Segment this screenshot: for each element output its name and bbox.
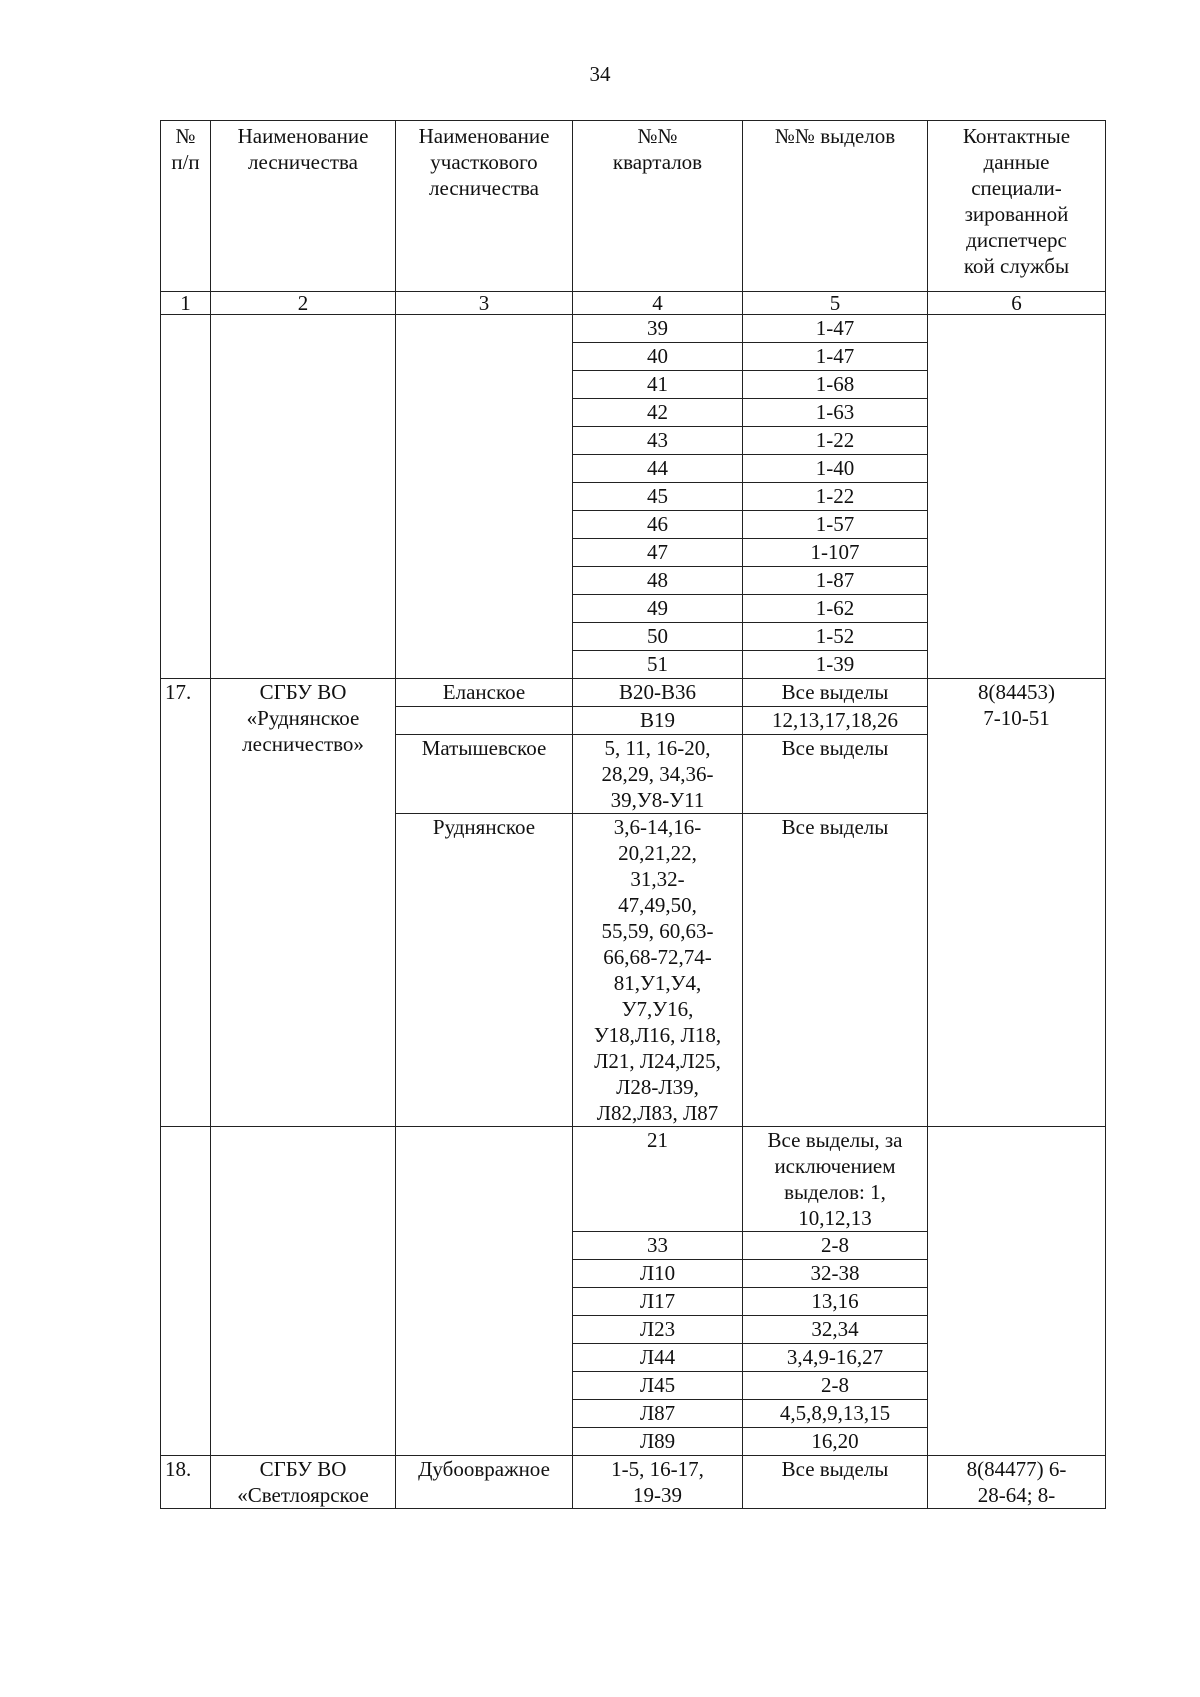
district-cell: [396, 315, 573, 679]
sections-cell: Все выделы, за исключением выделов: 1, 10,12,13: [743, 1127, 928, 1232]
column-number: 6: [928, 292, 1106, 315]
district-name: Еланское: [396, 679, 573, 707]
sections-cell: 32-38: [743, 1260, 928, 1288]
sections-cell: 4,5,8,9,13,15: [743, 1400, 928, 1428]
quarter-cell: Л89: [573, 1428, 743, 1456]
sections-cell: Все выделы: [743, 679, 928, 707]
sections-cell: 1-62: [743, 595, 928, 623]
sections-cell: 12,13,17,18,26: [743, 707, 928, 735]
sections-cell: 1-63: [743, 399, 928, 427]
sections-cell: 1-52: [743, 623, 928, 651]
quarter-cell: Л87: [573, 1400, 743, 1428]
sections-cell: 13,16: [743, 1288, 928, 1316]
quarter-cell: 44: [573, 455, 743, 483]
forestry-cell: [211, 1127, 396, 1456]
sections-cell: Все выделы: [743, 735, 928, 814]
quarter-cell: Л10: [573, 1260, 743, 1288]
forestry-table: [160, 120, 1106, 1509]
forestry-name: СГБУ ВО «Руднянское лесничество»: [211, 679, 396, 1127]
district-name: Дубоовражное: [396, 1456, 573, 1509]
sections-cell: Все выделы: [743, 1456, 928, 1509]
quarter-cell: 46: [573, 511, 743, 539]
quarter-cell: В19: [573, 707, 743, 735]
sections-cell: 32,34: [743, 1316, 928, 1344]
column-number-row: [161, 292, 1106, 315]
quarter-cell: Л45: [573, 1372, 743, 1400]
quarter-cell: 42: [573, 399, 743, 427]
header-num: № п/п: [161, 121, 211, 292]
sections-cell: 16,20: [743, 1428, 928, 1456]
header-sections: №№ выделов: [743, 121, 928, 292]
sections-cell: 1-57: [743, 511, 928, 539]
contact-cell: [928, 315, 1106, 679]
quarter-cell: 41: [573, 371, 743, 399]
sections-cell: 1-107: [743, 539, 928, 567]
quarter-cell: 50: [573, 623, 743, 651]
column-number: 4: [573, 292, 743, 315]
sections-cell: 1-87: [743, 567, 928, 595]
quarter-cell: 3,6-14,16- 20,21,22, 31,32- 47,49,50, 55,59, 60,63- 66,68-72,74- 81,У1,У4, У7,У16, У18,Л16, Л18, Л21, Л24,Л25, Л28-Л39, Л82,Л83, Л87: [573, 814, 743, 1127]
column-number: 3: [396, 292, 573, 315]
quarter-cell: 33: [573, 1232, 743, 1260]
contact-cell: 8(84477) 6- 28-64; 8-: [928, 1456, 1106, 1509]
header-contacts: Контактные данные специали- зированной диспетчерс кой службы: [928, 121, 1106, 292]
quarter-cell: 1-5, 16-17, 19-39: [573, 1456, 743, 1509]
quarter-cell: 48: [573, 567, 743, 595]
sections-cell: 1-22: [743, 483, 928, 511]
page-number: 34: [589, 62, 611, 86]
sections-cell: 1-39: [743, 651, 928, 679]
row-num-cell: [161, 315, 211, 679]
row-num-cell: 17.: [161, 679, 211, 1127]
sections-cell: 3,4,9-16,27: [743, 1344, 928, 1372]
header-district: Наименование участкового лесничества: [396, 121, 573, 292]
quarter-cell: 40: [573, 343, 743, 371]
district-name: [396, 707, 573, 735]
row-num-cell: 18.: [161, 1456, 211, 1509]
quarter-cell: 21: [573, 1127, 743, 1232]
district-cell: [396, 1127, 573, 1456]
table-row: [161, 1127, 1106, 1232]
quarter-cell: 47: [573, 539, 743, 567]
sections-cell: 2-8: [743, 1232, 928, 1260]
sections-cell: 1-40: [743, 455, 928, 483]
sections-cell: 1-47: [743, 315, 928, 343]
header-row: [161, 121, 1106, 292]
column-number: 2: [211, 292, 396, 315]
header-forestry: Наименование лесничества: [211, 121, 396, 292]
quarter-cell: 45: [573, 483, 743, 511]
forestry-cell: [211, 315, 396, 679]
sections-cell: 1-47: [743, 343, 928, 371]
quarter-cell: Л44: [573, 1344, 743, 1372]
quarter-cell: Л23: [573, 1316, 743, 1344]
quarter-cell: 43: [573, 427, 743, 455]
header-quarters: №№ кварталов: [573, 121, 743, 292]
quarter-cell: Л17: [573, 1288, 743, 1316]
quarter-cell: В20-В36: [573, 679, 743, 707]
quarter-cell: 51: [573, 651, 743, 679]
column-number: 5: [743, 292, 928, 315]
district-name: Руднянское: [396, 814, 573, 1127]
table-row: [161, 315, 1106, 343]
quarter-cell: 39: [573, 315, 743, 343]
quarter-cell: 5, 11, 16-20, 28,29, 34,36- 39,У8-У11: [573, 735, 743, 814]
quarter-cell: 49: [573, 595, 743, 623]
sections-cell: 1-22: [743, 427, 928, 455]
table-row: [161, 1456, 1106, 1509]
forestry-name: СГБУ ВО «Светлоярское: [211, 1456, 396, 1509]
sections-cell: 1-68: [743, 371, 928, 399]
contact-cell: [928, 1127, 1106, 1456]
column-number: 1: [161, 292, 211, 315]
sections-cell: 2-8: [743, 1372, 928, 1400]
sections-cell: Все выделы: [743, 814, 928, 1127]
district-name: Матышевское: [396, 735, 573, 814]
row-num-cell: [161, 1127, 211, 1456]
table-row: [161, 679, 1106, 707]
contact-cell: 8(84453) 7-10-51: [928, 679, 1106, 1127]
